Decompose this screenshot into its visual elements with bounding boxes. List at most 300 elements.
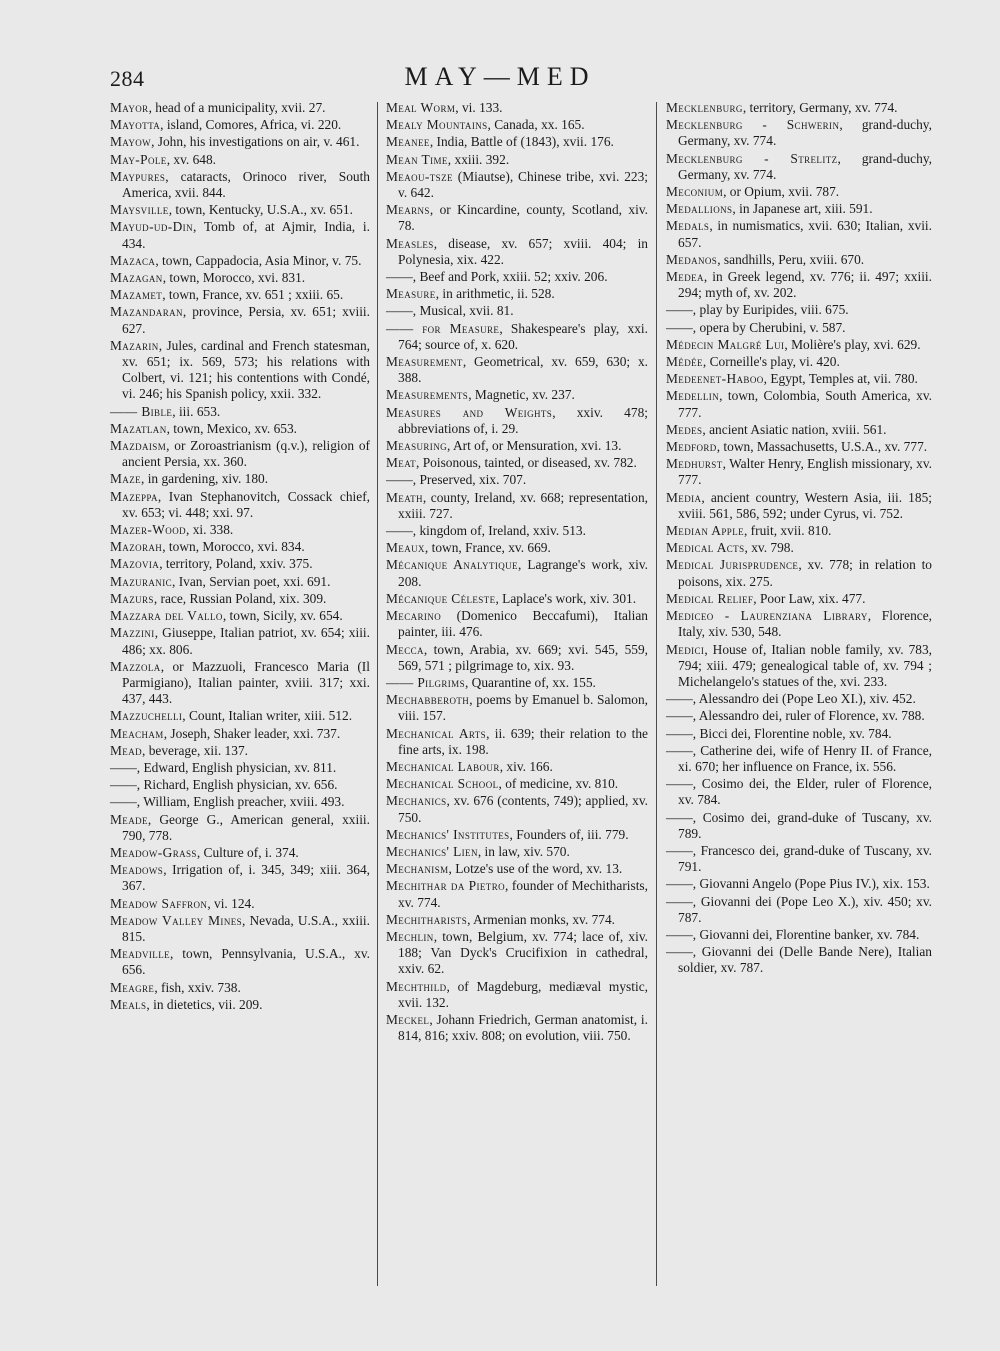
index-entry [666,201,932,217]
index-entry [386,321,648,353]
entry-headword: Meaou-tsze [386,168,453,184]
entry-text: , town, Morocco, xvi. 831. [162,270,306,286]
index-entry [666,608,932,640]
entry-text: , xxiv. 478; abbreviations of, i. 29. [398,404,648,436]
entry-headword: Meadville [110,946,170,962]
entry-text: ——, opera by Cherubini, v. 587. [666,319,846,335]
entry-text: , ancient country, Western Asia, iii. 185; xviii. 561, 586, 592; under Cyrus, vi. 752. [678,489,932,521]
entry-headword: Meals [110,996,147,1012]
index-entry [386,438,648,454]
entry-headword: Meckel [386,1011,430,1027]
entry-text: , fish, xxiv. 738. [154,979,241,995]
index-column-1 [110,100,370,1014]
entry-text: ——, Beef and Pork, xxiii. 52; xxiv. 206. [386,269,608,285]
entry-text: , Johann Friedrich, German anatomist, i. 814, 816; xxiv. 808; on evolution, viii. 750. [398,1011,648,1044]
entry-text: ——, Alessandro dei, ruler of Florence, xv. 788. [666,708,925,724]
entry-headword: Mecklenburg - Schwerin [666,117,840,133]
index-entry [386,405,648,437]
index-entry [386,1012,648,1044]
index-entry [386,929,648,978]
entry-headword: Maypures [110,168,166,184]
entry-text: , town, Mexico, xv. 653. [166,420,298,436]
entry-text: ——, Musical, xvii. 81. [386,303,514,319]
index-column-2 [386,100,648,1045]
entry-text: , iii. 653. [172,403,221,419]
entry-headword: Medeenet-Haboo [666,371,764,387]
index-entry [666,422,932,438]
entry-text: , in law, xiv. 570. [477,843,570,859]
entry-text: , vi. 133. [455,100,503,115]
entry-headword: Measures and Weights [386,404,553,420]
entry-text: ——, William, English preacher, xviii. 493. [110,794,345,810]
entry-headword: Mechthild [386,978,447,994]
entry-text: , India, Battle of (1843), xvii. 176. [429,134,614,150]
entry-text: ——, Preserved, xix. 707. [386,472,527,488]
entry-text: , ancient Asiatic nation, xviii. 561. [702,421,887,437]
entry-headword: Mécanique Céleste [386,590,496,606]
entry-headword: Meath [386,489,423,505]
index-entry [666,557,932,589]
index-entry [666,691,932,707]
entry-text: , Egypt, Temples at, vii. 780. [763,371,918,387]
index-entry [666,269,932,301]
entry-text: , in gardening, xiv. 180. [141,471,269,487]
entry-text: , island, Comores, Africa, vi. 220. [160,117,342,133]
entry-text: , town, Pennsylvania, U.S.A., xv. 656. [122,946,370,978]
index-entry [386,591,648,607]
entry-headword: Measurement [386,354,463,370]
entry-text: ——, Giovanni dei, Florentine banker, xv. 784. [666,926,920,942]
index-entry [386,472,648,488]
entry-headword: Media [666,489,702,505]
entry-headword: Meadows [110,862,164,878]
entry-headword: Mechanism [386,861,449,877]
entry-text: (Miautse), Chinese tribe, xvi. 223; v. 642. [398,168,648,201]
entry-headword: Meadow Valley Mines [110,912,243,928]
entry-headword: Mecarino [386,608,442,624]
entry-text: , Laplace's work, xiv. 301. [495,590,637,606]
entry-headword: Meal Worm [386,100,456,115]
index-entry [666,388,932,420]
entry-headword: Medellin [666,388,720,404]
entry-text: ——, Alessandro dei (Pope Leo XI.), xiv. 452. [666,691,916,707]
index-entry [110,100,370,116]
entry-headword: Mealy Mountains [386,117,488,133]
index-entry [666,439,932,455]
index-entry [110,760,370,776]
entry-headword: Mayow [110,134,152,150]
entry-text: , xv. 778; in relation to poisons, xix. 275. [678,557,932,589]
entry-text: , disease, xv. 657; xviii. 404; in Polynesia, xix. 422. [398,235,648,267]
index-entry [666,540,932,556]
entry-headword: Mechlin [386,928,434,944]
entry-headword: Measuring [386,438,448,454]
entry-headword: —— Pilgrims [386,674,465,690]
index-entry [666,490,932,522]
entry-headword: Medford [666,439,717,455]
index-entry [386,523,648,539]
entry-text: , Irrigation of, i. 345, 349; xiii. 364, 367. [122,862,370,894]
entry-text: , ii. 639; their relation to the fine arts, ix. 198. [398,725,648,757]
entry-headword: —— for Measure [386,320,500,336]
entry-headword: Mazzuchelli [110,708,183,724]
index-entry [386,675,648,691]
index-entry [110,608,370,624]
entry-headword: Mearns [386,202,430,218]
entry-headword: Mediceo - Laurenziana Library [666,608,868,624]
entry-text: , fruit, xvii. 810. [743,523,832,539]
index-entry [110,743,370,759]
index-entry [666,337,932,353]
entry-headword: Mayor [110,100,149,115]
entry-headword: Mazandaran [110,304,183,320]
entry-text: , Tomb of, at Ajmir, India, i. 434. [122,219,370,251]
entry-headword: May-Pole [110,151,167,167]
entry-text: , Shakespeare's play, xxi. 764; source of, x. 620. [398,320,648,352]
index-entry [110,913,370,945]
index-entry [110,556,370,572]
index-entry [110,287,370,303]
index-entry [110,522,370,538]
entry-headword: Mazuranic [110,573,173,589]
entry-text: , Jules, cardinal and French statesman, xv. 651; ix. 569, 573; his relations with Colbert, vi. 121; his contentions with Condé, vi. 246; his Spanish policy, xxii. 332. [122,337,370,402]
index-entry [386,286,648,302]
entry-headword: Medanos [666,251,718,267]
entry-headword: Mazovia [110,556,160,572]
entry-headword: Medhurst [666,456,723,472]
index-entry [386,387,648,403]
entry-headword: Mazer-Wood [110,522,187,538]
index-entry [666,320,932,336]
entry-text: , town, Kentucky, U.S.A., xv. 651. [168,202,353,218]
index-entry [110,438,370,470]
entry-text: ——, Cosimo dei, the Elder, ruler of Florence, xv. 784. [666,776,932,808]
index-entry [386,979,648,1011]
index-entry [110,471,370,487]
index-entry [666,776,932,808]
entry-headword: Mechithar da Pietro [386,878,506,894]
index-entry [386,455,648,471]
index-entry [666,810,932,842]
index-entry [110,625,370,657]
entry-headword: Mechanical Labour [386,758,500,774]
entry-text: , Walter Henry, English missionary, xv. 777. [678,456,932,488]
entry-text: , Molière's play, xvi. 629. [784,336,921,352]
entry-headword: Maysville [110,202,169,218]
entry-headword: Meconium [666,184,724,200]
entry-headword: Mazzini [110,625,155,641]
index-entry [386,793,648,825]
entry-text: , Armenian monks, xv. 774. [467,911,616,927]
index-entry [666,252,932,268]
index-entry [110,591,370,607]
entry-text: , John, his investigations on air, v. 461. [151,134,360,150]
entry-headword: Médecin Malgré Lui [666,336,785,352]
index-entry [110,404,370,420]
entry-headword: Mazorah [110,539,163,555]
entry-text: ——, Giovanni Angelo (Pope Pius IV.), xix. 153. [666,876,930,892]
entry-text: , Lotze's use of the word, xv. 13. [448,861,623,877]
entry-headword: Mechanical School [386,776,499,792]
index-entry [110,304,370,336]
index-entry [666,218,932,250]
entry-text: , founder of Mechitharists, xv. 774. [398,878,648,910]
entry-headword: —— Bible [110,403,173,419]
index-entry [386,878,648,910]
entry-headword: Mecklenburg [666,100,743,115]
index-entry [386,776,648,792]
index-entry [110,152,370,168]
index-entry [386,202,648,234]
index-entry [666,100,932,116]
column-divider [377,102,378,1286]
entry-text: , cataracts, Orinoco river, South America, xvii. 844. [122,168,370,201]
entry-headword: Medals [666,218,710,234]
index-entry [386,117,648,133]
entry-headword: Mazatlan [110,420,167,436]
entry-text: , vi. 124. [207,895,255,911]
entry-text: ——, play by Euripides, viii. 675. [666,302,849,318]
entry-headword: Mechabberoth [386,692,470,708]
index-entry [666,642,932,691]
entry-headword: Mean Time [386,151,448,167]
entry-text: , in dietetics, vii. 209. [146,996,263,1012]
entry-headword: Mechanics' Lien [386,843,478,859]
index-entry [666,743,932,775]
index-entry [110,539,370,555]
entry-headword: Mayud-ud-Din [110,219,193,235]
entry-text: , Lagrange's work, xiv. 208. [398,557,649,589]
entry-headword: Meacham [110,725,164,741]
entry-headword: Médée [666,354,703,370]
column-divider [656,102,657,1286]
entry-headword: Medes [666,421,703,437]
index-entry [386,827,648,843]
entry-headword: Meadow Saffron [110,895,208,911]
entry-text: , town, France, xv. 669. [424,540,551,556]
index-entry [666,894,932,926]
index-entry [110,270,370,286]
entry-text: , Founders of, iii. 779. [509,826,629,842]
entry-text: , Ivan Stephanovitch, Cossack chief, xv. 653; vi. 448; xxi. 97. [122,488,370,520]
entry-headword: Meanee [386,134,430,150]
index-entry [110,896,370,912]
entry-headword: Mazeppa [110,488,158,504]
entry-headword: Measure [386,286,436,302]
entry-headword: Mazamet [110,287,163,303]
entry-headword: Meat [386,455,417,471]
entry-text: , town, Colombia, South America, xv. 777. [678,388,932,420]
entry-text: , beverage, xii. 137. [142,742,248,758]
index-entry [110,574,370,590]
entry-headword: Mazurs [110,590,154,606]
entry-text: , George G., American general, xxiii. 790, 778. [122,811,370,843]
index-entry [110,862,370,894]
entry-text: , Canada, xx. 165. [487,117,585,133]
entry-text: , Poisonous, tainted, or diseased, xv. 782. [416,455,637,471]
index-entry [110,117,370,133]
entry-text: , grand-duchy, Germany, xv. 774. [678,117,932,149]
entry-text: , territory, Germany, xv. 774. [742,100,898,115]
entry-headword: Meade [110,811,148,827]
entry-text: ——, Catherine dei, wife of Henry II. of France, xi. 670; her influence on France, ix. 556. [666,742,932,774]
index-entry [386,642,648,674]
index-entry [386,354,648,386]
index-entry [110,794,370,810]
entry-text: , xv. 798. [744,540,794,556]
index-entry [666,726,932,742]
entry-text: ——, Giovanni dei (Pope Leo X.), xiv. 450; xv. 787. [666,893,932,925]
index-entry [110,659,370,708]
index-entry [386,152,648,168]
entry-headword: Medical Acts [666,540,745,556]
entry-text: , Florence, Italy, xiv. 530, 548. [678,608,932,640]
entry-text: (Domenico Beccafumi), Italian painter, iii. 476. [398,608,648,640]
page-number: 284 [110,66,145,91]
entry-text: , head of a municipality, xvii. 27. [148,100,326,115]
entry-text: , xiv. 166. [499,758,553,774]
entry-text: ——, Richard, English physician, xv. 656. [110,777,338,793]
entry-text: , Nevada, U.S.A., xxiii. 815. [122,912,370,944]
entry-headword: Mead [110,742,143,758]
index-entry [386,236,648,268]
index-entry [666,708,932,724]
index-entry [666,927,932,943]
index-entry [666,354,932,370]
entry-text: , xxiii. 392. [447,151,510,167]
entry-text: , House of, Italian noble family, xv. 783, 794; xiii. 479; genealogical table of, xv. 794 ; Michelangelo's statues of the, xvi. 233. [678,641,932,689]
entry-text: ——, Bicci dei, Florentine noble, xv. 784. [666,725,892,741]
entry-headword: Mecca [386,641,424,657]
entry-headword: Mazaca [110,252,156,268]
entry-text: , or Kincardine, county, Scotland, xiv. 78. [398,202,648,234]
entry-headword: Maze [110,471,142,487]
entry-text: , in Greek legend, xv. 776; ii. 497; xxiii. 294; myth of, xv. 202. [678,269,932,301]
entry-headword: Mazdaism [110,438,167,454]
index-entry [110,812,370,844]
entry-text: , xv. 676 (contents, 749); applied, xv. 750. [398,793,648,825]
entry-text: , race, Russian Poland, xix. 309. [153,590,327,606]
index-entry [110,997,370,1013]
index-column-3 [666,100,932,978]
index-entry [110,489,370,521]
index-entry [386,912,648,928]
index-entry [386,759,648,775]
entry-headword: Meagre [110,979,155,995]
entry-text: , Count, Italian writer, xiii. 512. [182,708,353,724]
index-entry [666,523,932,539]
entry-headword: Meaux [386,540,425,556]
entry-text: , territory, Poland, xxiv. 375. [159,556,313,572]
entry-headword: Meadow-Grass [110,844,197,860]
entry-headword: Median Apple [666,523,744,539]
entry-text: ——, Giovanni dei (Delle Bande Nere), Italian soldier, xv. 787. [666,944,932,976]
index-entry [666,944,932,976]
entry-text: , town, Morocco, xvi. 834. [162,539,305,555]
index-entry [386,557,648,589]
entry-text: , of medicine, xv. 810. [498,776,619,792]
entry-text: , Geometrical, xv. 659, 630; x. 388. [398,354,648,386]
index-entry [110,946,370,978]
index-entry [110,980,370,996]
index-entry [666,302,932,318]
index-entry [386,844,648,860]
entry-text: , in Japanese art, xiii. 591. [732,201,873,217]
index-entry [386,861,648,877]
entry-text: , poems by Emanuel b. Salomon, viii. 157. [398,692,648,724]
entry-text: , town, Belgium, xv. 774; lace of, xiv. 188; Van Dyck's Crucifixion in cathedral, xxiv. 62. [398,928,648,977]
running-head: MAY—MED [404,62,596,91]
index-entry [110,134,370,150]
entry-headword: Mazarin [110,337,159,353]
entry-text: , xi. 338. [186,522,234,538]
entry-text: , Quarantine of, xx. 155. [464,674,596,690]
index-entry [666,371,932,387]
index-entry [666,843,932,875]
entry-text: , town, Arabia, xv. 669; xvi. 545, 559, 569, 571 ; pilgrimage to, xix. 93. [398,641,648,673]
entry-text: , grand-duchy, Germany, xv. 774. [678,150,932,182]
entry-text: ——, kingdom of, Ireland, xxiv. 513. [386,523,586,539]
entry-text: ——, Cosimo dei, grand-duke of Tuscany, xv. 789. [666,809,932,841]
entry-text: , town, Cappadocia, Asia Minor, v. 75. [155,252,362,268]
index-entry [110,708,370,724]
index-entry [386,100,648,116]
entry-headword: Mazzara del Vallo [110,608,223,624]
index-entry [666,117,932,149]
entry-headword: Mayotta [110,117,161,133]
entry-headword: Mecklenburg - Strelitz [666,150,838,166]
entry-text: , county, Ireland, xv. 668; representation, xxiii. 727. [398,489,648,521]
entry-headword: Measurements [386,387,469,403]
index-entry [110,219,370,251]
index-entry [386,134,648,150]
index-entry [386,490,648,522]
entry-text: , in numismatics, xvii. 630; Italian, xvii. 657. [678,218,932,250]
index-entry [386,269,648,285]
entry-text: , sandhills, Peru, xviii. 670. [717,251,865,267]
entry-text: , Culture of, i. 374. [196,844,299,860]
index-entry [386,608,648,640]
index-entry [110,726,370,742]
entry-headword: Mechanical Arts [386,725,487,741]
index-entry [110,777,370,793]
entry-headword: Medallions [666,201,733,217]
index-entry [666,456,932,488]
index-entry [386,692,648,724]
index-entry [110,338,370,403]
entry-text: , Joseph, Shaker leader, xxi. 737. [163,725,341,741]
entry-headword: Medical Relief [666,590,754,606]
index-entry [386,169,648,201]
entry-text: , Corneille's play, vi. 420. [702,354,840,370]
entry-text: , xv. 648. [166,151,217,167]
entry-text: , town, Sicily, xv. 654. [222,608,343,624]
index-entry [666,151,932,183]
index-entry [386,540,648,556]
index-entry [666,876,932,892]
index-entry [110,845,370,861]
entry-headword: Medea [666,269,704,285]
index-entry [386,303,648,319]
entry-headword: Measles [386,235,434,251]
entry-text: , Giuseppe, Italian patriot, xv. 654; xiii. 486; xx. 806. [122,625,370,657]
index-entry [110,202,370,218]
entry-headword: Medical Jurisprudence [666,557,799,573]
index-entry [666,591,932,607]
entry-headword: Mazzola [110,658,161,674]
entry-text: , Art of, or Mensuration, xvi. 13. [447,438,622,454]
entry-text: , Magnetic, xv. 237. [468,387,575,403]
